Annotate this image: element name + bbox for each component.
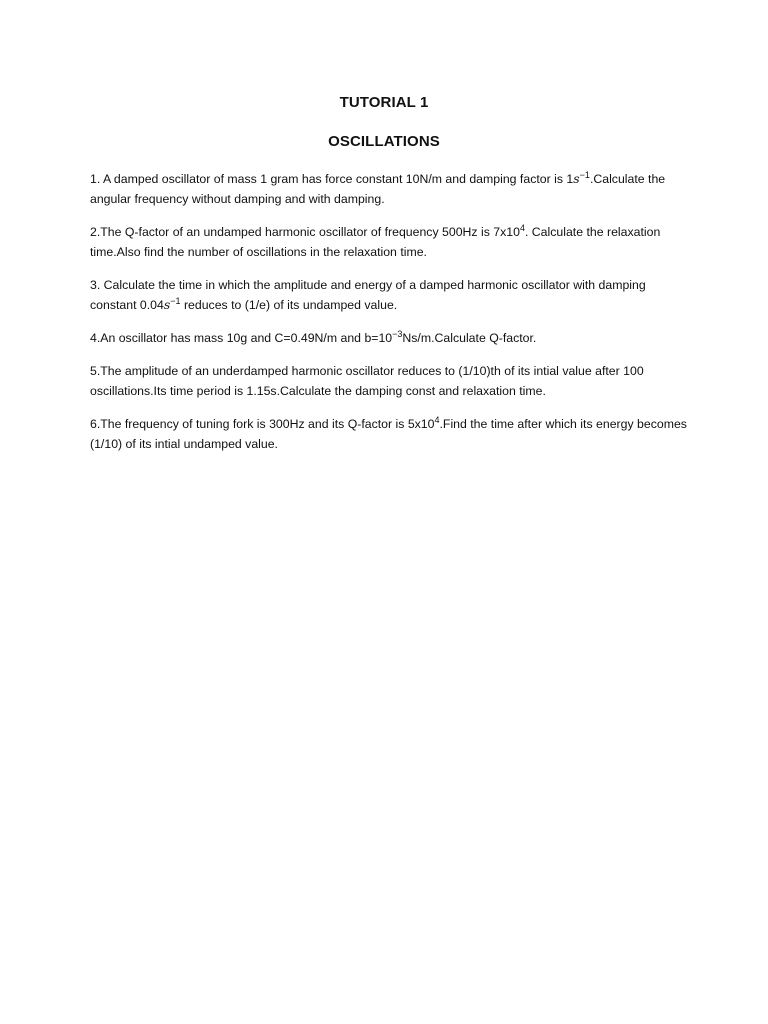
question-text: 6.The frequency of tuning fork is 300Hz and its Q-factor is 5x10 — [90, 417, 435, 431]
question-6 — [90, 414, 690, 454]
question-text: .Calculate the angular frequency without damping and with damping. — [90, 172, 666, 206]
question-text: 5.The amplitude of an underdamped harmonic oscillator reduces to (1/10)th of its intial value after 100 oscillations.Its time period is 1.15s.Calculate the damping const and relaxation time. — [90, 364, 644, 398]
superscript: 4 — [519, 223, 525, 233]
superscript: 4 — [434, 415, 440, 425]
question-text: reduces to (1/e) of its undamped value. — [180, 298, 398, 312]
question-2 — [90, 222, 690, 262]
unit-symbol: s — [163, 297, 171, 312]
question-1 — [90, 169, 690, 209]
question-list — [90, 169, 690, 467]
section-title: OSCILLATIONS — [328, 133, 440, 150]
superscript: −3 — [392, 329, 403, 339]
superscript: −1 — [170, 296, 181, 306]
question-text: 3. Calculate the time in which the amplitude and energy of a damped harmonic oscillator with damping constant 0.04 — [90, 278, 646, 312]
superscript: −1 — [579, 170, 590, 180]
unit-symbol: s — [573, 171, 580, 186]
question-text: 4.An oscillator has mass 10g and C=0.49N/m and b=10 — [90, 331, 393, 345]
question-text: 1. A damped oscillator of mass 1 gram has force constant 10N/m and damping factor is 1 — [90, 172, 574, 186]
question-text: .Find the time after which its energy becomes (1/10) of its intial undamped value. — [90, 417, 687, 451]
question-3 — [90, 275, 690, 315]
question-text: . Calculate the relaxation time.Also find the number of oscillations in the relaxation time. — [90, 225, 661, 259]
question-5 — [90, 361, 690, 401]
question-text: 2.The Q-factor of an undamped harmonic oscillator of frequency 500Hz is 7x10 — [90, 225, 520, 239]
question-4 — [90, 328, 690, 348]
page-title: TUTORIAL 1 — [339, 94, 429, 111]
question-text: Ns/m.Calculate Q-factor. — [402, 331, 537, 345]
